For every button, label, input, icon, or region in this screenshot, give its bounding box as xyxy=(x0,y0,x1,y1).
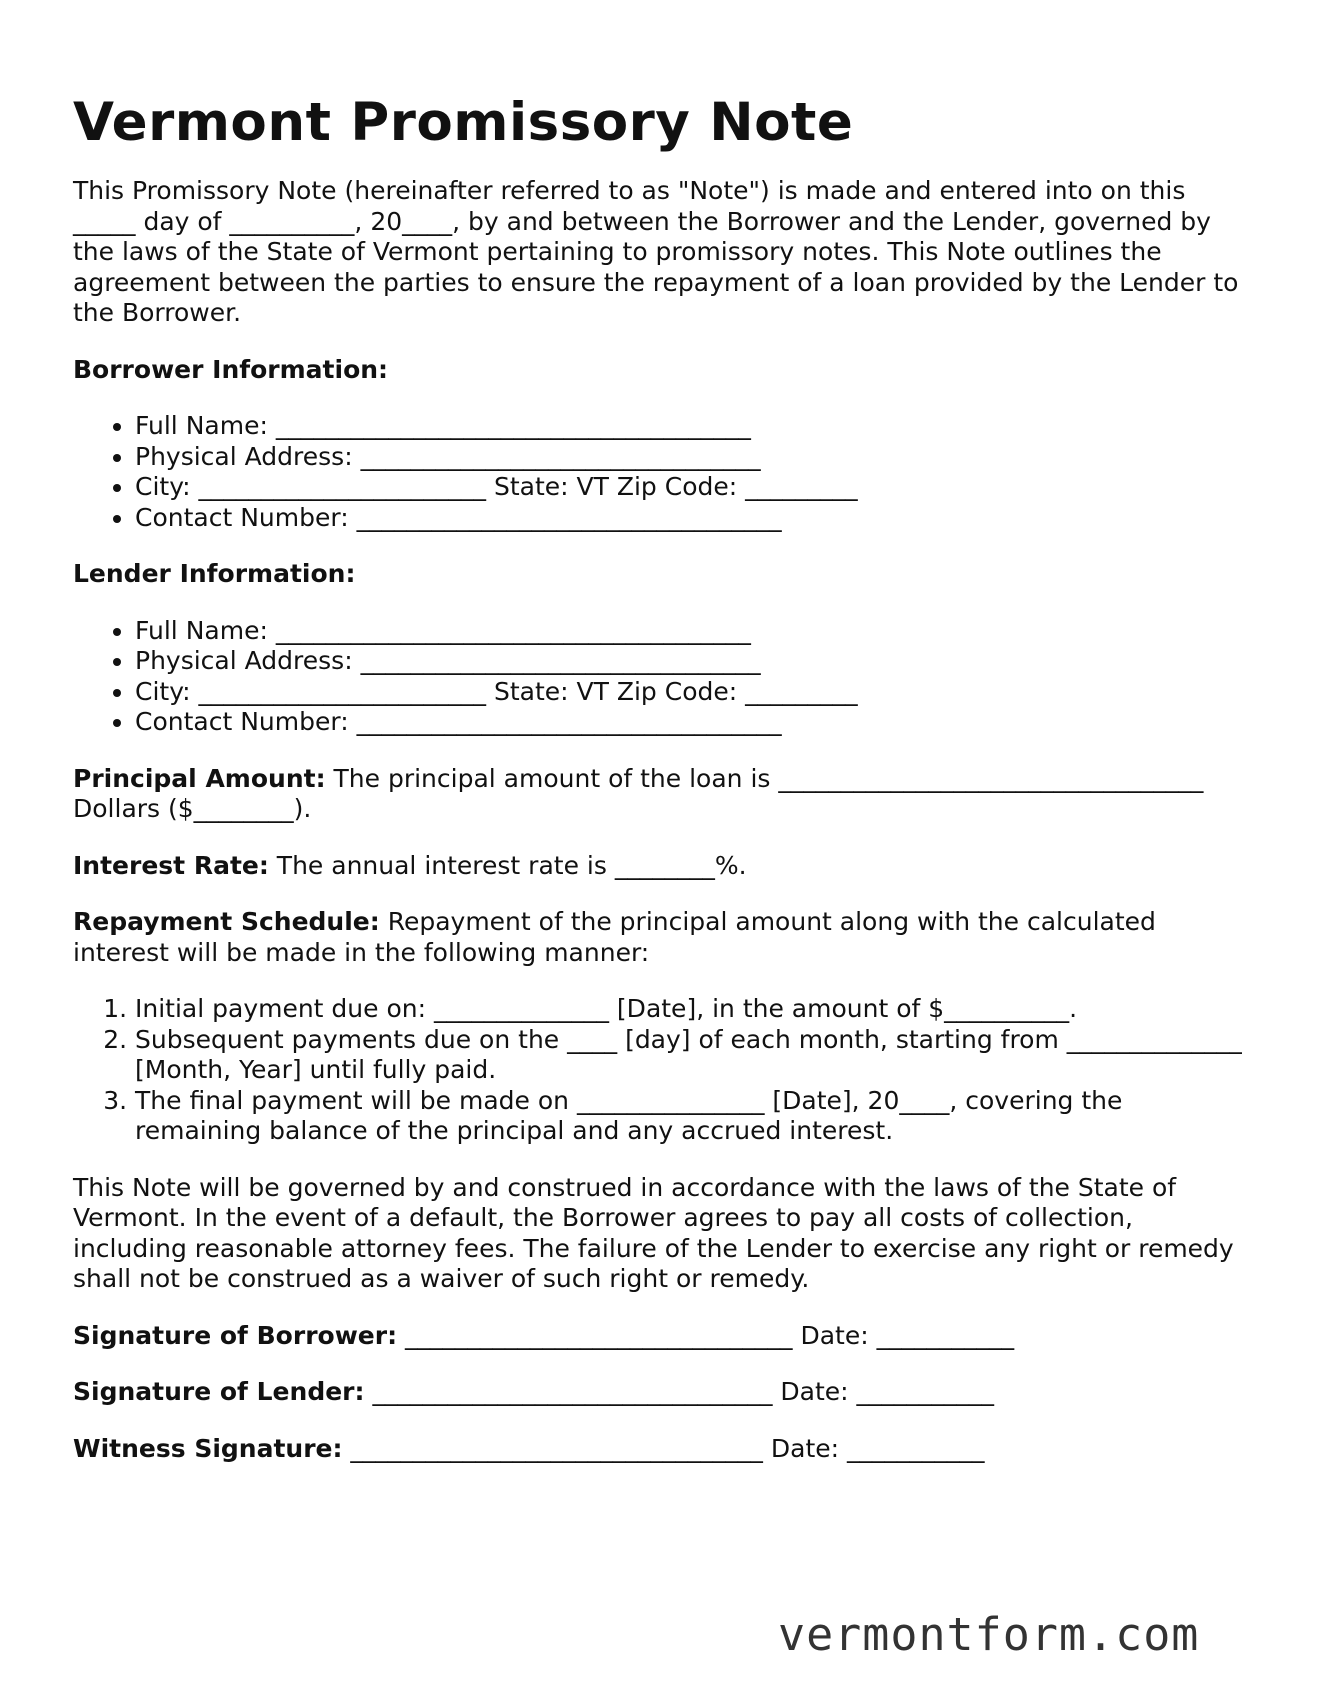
interest-label: Interest Rate: xyxy=(73,850,269,880)
repayment-text: Repayment of the principal amount along with the calculated interest will be made in the following manner: xyxy=(73,907,1156,967)
borrower-contact: • Contact Number: __________________________________ xyxy=(135,503,1253,534)
repayment-item-subsequent: 2. Subsequent payments due on the ____ [day] of each month, starting from ______________ [Month, Year] until fully paid. xyxy=(135,1025,1253,1086)
borrower-heading: Borrower Information: xyxy=(73,354,389,384)
lender-list xyxy=(73,616,1253,738)
borrower-signature-row xyxy=(73,1321,1253,1352)
repayment-item-final: 3. The final payment will be made on _______________ [Date], 20____, covering the remaining balance of the principal and any accrued interest. xyxy=(135,1086,1253,1147)
lender-signature-row xyxy=(73,1377,1253,1408)
lender-signature-label: Signature of Lender: xyxy=(73,1377,365,1406)
borrower-full-name: • Full Name: ______________________________________ xyxy=(135,411,1253,442)
repayment-paragraph xyxy=(73,907,1253,968)
lender-full-name: • Full Name: ______________________________________ xyxy=(135,616,1253,647)
borrower-address: • Physical Address: ________________________________ xyxy=(135,442,1253,473)
witness-signature-row xyxy=(73,1434,1253,1465)
document-page xyxy=(73,88,1253,1464)
repayment-item-initial: 1. Initial payment due on: ______________ [Date], in the amount of $__________. xyxy=(135,994,1253,1025)
witness-signature-label: Witness Signature: xyxy=(73,1433,343,1463)
lender-address: • Physical Address: ________________________________ xyxy=(135,646,1253,677)
interest-text: The annual interest rate is ________%. xyxy=(268,850,747,880)
borrower-city-state-zip: • City: _______________________ State: VT Zip Code: _________ xyxy=(135,472,1253,503)
footer-watermark: vermontform.com xyxy=(778,1608,1200,1661)
witness-signature-line: _________________________________ Date: ___________ xyxy=(342,1433,985,1463)
principal-label: Principal Amount: xyxy=(73,763,326,793)
borrower-list xyxy=(73,411,1253,533)
principal-paragraph xyxy=(73,764,1253,825)
repayment-label: Repayment Schedule: xyxy=(73,907,380,936)
principal-text: The principal amount of the loan is __________________________________ Dollars ($________). xyxy=(73,763,1204,823)
intro-paragraph: This Promissory Note (hereinafter referred to as "Note") is made and entered into on this _____ day of __________, 20____, by and between the Borrower and the Lender, governed by the laws of the State of Vermont pertaining to promissory notes. This Note outlines the agreement between the parties to ensure the repayment of a loan provided by the Lender to the Borrower. xyxy=(73,176,1239,327)
borrower-signature-label: Signature of Borrower: xyxy=(73,1320,398,1350)
borrower-signature-line: _______________________________ Date: ___________ xyxy=(397,1320,1015,1350)
lender-city-state-zip: • City: _______________________ State: VT Zip Code: _________ xyxy=(135,677,1253,708)
interest-paragraph xyxy=(73,851,1253,882)
lender-contact: • Contact Number: __________________________________ xyxy=(135,707,1253,738)
repayment-list xyxy=(73,994,1253,1147)
lender-heading: Lender Information: xyxy=(73,559,356,588)
lender-signature-line: ________________________________ Date: ___________ xyxy=(364,1377,995,1406)
governing-law-paragraph: This Note will be governed by and construed in accordance with the laws of the State of Vermont. In the event of a default, the Borrower agrees to pay all costs of collection, including reasonable attorney fees. The failure of the Lender to exercise any right or remedy shall not be construed as a waiver of such right or remedy. xyxy=(73,1172,1234,1293)
page-title: Vermont Promissory Note xyxy=(73,92,854,153)
